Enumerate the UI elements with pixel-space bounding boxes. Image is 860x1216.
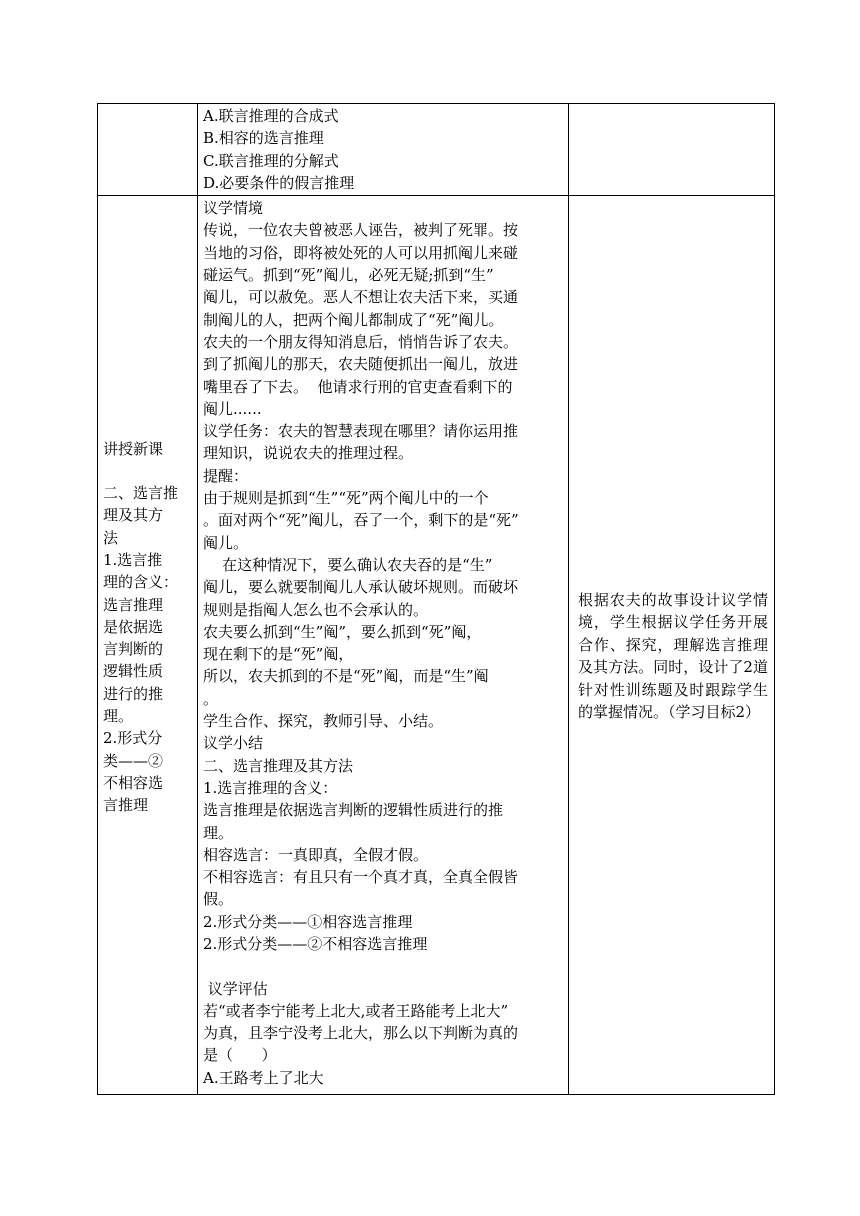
content-line: 为真，且李宁没考上北大，那么以下判断为真的 [203,1024,519,1043]
content-line: 理。 [203,823,234,842]
content-line: 阄儿。 [203,533,249,552]
section-body-line: 言推理 [103,796,149,815]
content-line: 2.形式分类——②不相容选言推理 [203,934,428,953]
section-body-line: 逻辑性质 [103,662,164,681]
row1-middle-cell [198,104,569,196]
table-row [98,104,775,196]
content-line: 规则是指阄人怎么也不会承认的。 [203,600,429,619]
option-line: A.联言推理的合成式 [203,107,339,125]
section-body-line: 选言推理 [103,595,164,614]
section-body-line: 类——② [103,751,164,770]
section-body-line: 2.形式分 [103,729,163,748]
content-line: 农夫的一个朋友得知消息后，悄悄告诉了农夫。 [203,332,519,351]
content-line: 制阄儿的人，把两个阄儿都制成了“死”阄儿。 [203,310,504,329]
content-line: 不相容选言：有且只有一个真才真，全真全假皆 [203,868,519,887]
table-row [98,196,775,1095]
row2-middle-cell [198,196,569,1095]
content-line: 议学情境 [203,199,264,218]
section-body [103,482,194,816]
content-line: 议学评估 [203,979,268,998]
section-body-line: 1.选言推 [103,551,163,569]
content-line: 相容选言：一真即真，全假才假。 [203,845,429,864]
content-line: 是（ ） [203,1046,277,1065]
content-line: 若“或者李宁能考上北大,或者王路能考上北大” [203,1001,509,1020]
section-body-line: 是依据选 [103,617,164,636]
content-line [203,955,564,977]
content-line: 现在剩下的是“死”阄， [203,645,354,664]
content-line: 。 [203,689,219,708]
row2-left-cell [98,196,198,1095]
content-line: 由于规则是抓到“生”“死”两个阄儿中的一个 [203,489,489,508]
content-line: 农夫要么抓到“生”阄”，要么抓到“死”阄， [203,622,482,641]
content-line: 议学小结 [203,734,264,753]
design-rationale: 根据农夫的故事设计议学情境，学生根据议学任务开展合作、探究，理解选言推理及其方法。同时，设计了2道针对性训练题及时跟踪学生的掌握情况。（学习目标2） [578,590,768,721]
content-line: A.王路考上了北大 [203,1068,324,1087]
row1-right-cell [569,104,775,196]
row1-left-cell [98,104,198,196]
content-line: 。面对两个“死”阄儿，吞了一个，剩下的是“死” [203,511,519,530]
option-line: D.必要条件的假言推理 [203,173,355,192]
content-line: 学生合作、探究，教师引导、小结。 [203,712,444,731]
option-line: B.相容的选言推理 [203,129,324,148]
option-line: C.联言推理的分解式 [203,151,339,170]
content-line: 理知识，说说农夫的推理过程。 [203,444,414,463]
section-body-line: 言判断的 [103,640,164,659]
content-line: 2.形式分类——①相容选言推理 [203,912,413,931]
content-line: 议学任务：农夫的智慧表现在哪里？请你运用推 [203,422,519,441]
section-body-line: 不相容选 [103,773,164,792]
section-body-line: 进行的推 [103,684,164,703]
content-line: 到了抓阄儿的那天，农夫随便抓出一阄儿，放进 [203,355,519,374]
content-line: 嘴里吞了下去。 他请求行刑的官吏查看剩下的 [203,377,513,396]
content-line: 选言推理是依据选言判断的逻辑性质进行的推 [203,801,504,820]
section-title: 讲授新课 [103,439,164,458]
lesson-content [198,196,568,1090]
content-line: 碰运气。抓到“死”阄儿，必死无疑;抓到“生” [203,266,494,285]
lesson-table [97,103,775,1095]
content-line: 所以，农夫抓到的不是“死”阄，而是“生”阄 [203,667,489,686]
content-line: 提醒： [203,466,249,485]
content-line: 传说，一位农夫曾被恶人诬告，被判了死罪。按 [203,221,519,240]
content-line: 阄儿...... [203,399,262,418]
content-line: 当地的习俗，即将被处死的人可以用抓阄儿来碰 [203,243,519,262]
row2-right-cell [569,196,775,1095]
content-line: 阄儿，可以赦免。恶人不想让农夫活下来，买通 [203,288,519,307]
content-line: 阄儿，要么就要制阄儿人承认破坏规则。而破坏 [203,578,519,597]
content-line: 在这种情况下，要么确认农夫吞的是“生” [203,555,493,574]
section-body-line: 理的含义： [103,573,179,592]
content-line: 1.选言推理的含义： [203,778,338,797]
content-line: 假。 [203,890,234,909]
section-body-line: 理及其方 [103,506,164,525]
section-body-line: 理。 [103,707,134,726]
content-line: 二、选言推理及其方法 [203,756,354,775]
section-body-line: 二、选言推 [103,484,179,503]
section-body-line: 法 [103,528,119,547]
